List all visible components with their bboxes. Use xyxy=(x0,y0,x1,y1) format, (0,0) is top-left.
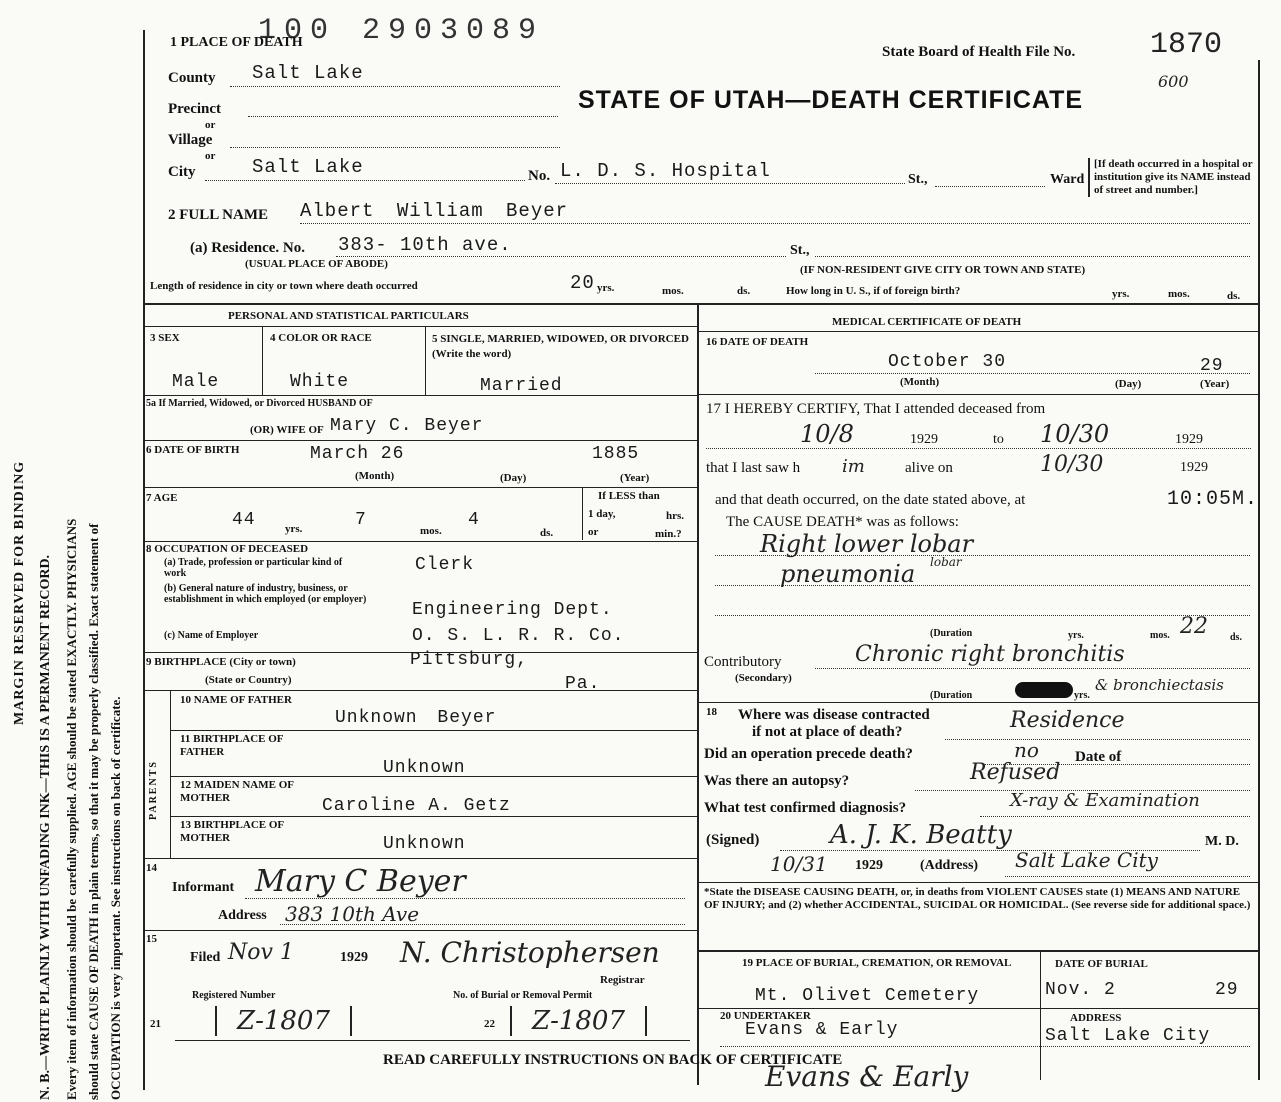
race-divider xyxy=(425,327,426,395)
burial-year: 29 xyxy=(1215,980,1239,1000)
full-name-line xyxy=(300,223,1250,224)
birthplace-city: Pittsburg, xyxy=(410,650,529,670)
center-divider xyxy=(697,305,699,1085)
street-no-value: L. D. S. Hospital xyxy=(560,160,771,182)
dod-line xyxy=(815,373,1250,374)
registrar-signature: N. Christophersen xyxy=(400,936,660,969)
cause-line-1: Right lower lobar xyxy=(760,530,974,558)
mother-label: 12 MAIDEN NAME OF MOTHER xyxy=(180,779,294,804)
parents-divider xyxy=(170,690,171,858)
question-18-number: 18 xyxy=(706,706,717,718)
occupation-b-value: Engineering Dept. xyxy=(412,600,613,620)
dod-label: 16 DATE OF DEATH xyxy=(706,336,809,348)
signed-label: (Signed) xyxy=(706,832,760,848)
attended-from-year: 1929 xyxy=(910,432,938,447)
operation-label: Did an operation precede death? xyxy=(704,746,913,762)
sex-value: Male xyxy=(172,372,220,392)
registrar-label: Registrar xyxy=(600,974,645,986)
occupation-b-label: (b) General nature of industry, business, or establishment in which employed (or employer) xyxy=(164,583,367,605)
cause-duration-yrs: yrs. xyxy=(1068,630,1084,641)
contributory-value-2: & bronchiectasis xyxy=(1095,676,1224,694)
marital-value: Married xyxy=(480,376,563,396)
spouse-label-2: (OR) WIFE OF xyxy=(250,424,324,436)
dod-month-day: October 30 xyxy=(888,352,1007,372)
left-border xyxy=(143,30,145,1090)
signed-date: 10/31 xyxy=(770,852,828,876)
contrib-duration-yrs: yrs. xyxy=(1074,690,1090,701)
file-number-label: State Board of Health File No. xyxy=(882,44,1076,60)
less-than-label: If LESS than xyxy=(598,490,660,502)
occupation-c-label: (c) Name of Employer xyxy=(164,630,259,641)
marital-label: 5 SINGLE, MARRIED, WIDOWED, OR DIVORCED (Write the word) xyxy=(432,333,689,360)
operation-date-label: Date of xyxy=(1075,749,1122,765)
less-hrs-label: hrs. xyxy=(666,510,685,522)
age-less-divider xyxy=(582,488,583,540)
parent-rule-1 xyxy=(170,730,697,731)
registered-number-index: 21 xyxy=(150,1018,161,1030)
md-label: M. D. xyxy=(1205,834,1239,849)
medical-rule-2 xyxy=(697,702,1258,703)
dob-day-caption: (Day) xyxy=(500,472,527,484)
age-label: 7 AGE xyxy=(146,492,178,504)
informant-label: Informant xyxy=(172,880,235,895)
serial-number: 100 2903089 xyxy=(258,14,545,48)
dod-year-caption: (Year) xyxy=(1200,378,1230,390)
burial-date-label: DATE OF BURIAL xyxy=(1055,958,1148,970)
length-residence-value: 20 xyxy=(570,272,595,294)
street-line xyxy=(555,183,905,184)
burial-permit-label: No. of Burial or Removal Permit xyxy=(453,990,593,1001)
residence-line xyxy=(336,256,786,257)
margin-instructions-1: Every item of information should be carefully supplied. AGE should be stated EXACTLY. PHYSICIANS xyxy=(64,518,79,1100)
precinct-label: Precinct xyxy=(168,101,222,117)
row-rule-8 xyxy=(143,930,697,931)
burial-date: Nov. 2 xyxy=(1045,980,1116,1000)
ward-line xyxy=(935,186,1045,187)
city-line xyxy=(205,180,525,181)
mother-value: Caroline A. Getz xyxy=(322,796,511,816)
dod-year: 29 xyxy=(1200,356,1224,376)
attended-line xyxy=(706,448,1251,449)
length-residence-label: Length of residence in city or town where death occurred xyxy=(150,280,418,292)
village-line xyxy=(230,147,560,148)
dob-month-caption: (Month) xyxy=(355,470,395,482)
last-saw-pronoun: im xyxy=(842,456,865,477)
undertaker-label: 20 UNDERTAKER xyxy=(720,1010,811,1022)
abode-note: (USUAL PLACE OF ABODE) xyxy=(245,258,388,270)
age-days: 4 xyxy=(468,510,480,530)
where-contracted-value: Residence xyxy=(1010,708,1125,733)
age-mos-label: mos. xyxy=(420,525,442,537)
test-label: What test confirmed diagnosis? xyxy=(704,800,907,816)
cause-duration-mos: mos. xyxy=(1150,630,1170,641)
filed-date: Nov 1 xyxy=(228,940,294,965)
where-line xyxy=(945,739,1250,740)
spouse-value: Mary C. Beyer xyxy=(330,416,484,436)
burial-place-label: 19 PLACE OF BURIAL, CREMATION, OR REMOVAL xyxy=(742,957,1012,969)
medical-heading: MEDICAL CERTIFICATE OF DEATH xyxy=(832,316,1022,328)
spouse-label: 5a If Married, Widowed, or Divorced HUSBAND OF xyxy=(146,398,373,409)
parent-rule-2 xyxy=(170,776,697,777)
physician-signature: A. J. K. Beatty xyxy=(830,820,1012,850)
undertaker-address-label: ADDRESS xyxy=(1070,1012,1122,1024)
registered-number-label: Registered Number xyxy=(192,990,276,1001)
physician-address-line xyxy=(1005,876,1250,877)
length-yrs-label: yrs. xyxy=(597,282,615,294)
attended-to: 10/30 xyxy=(1040,420,1110,448)
instructions-footer: READ CAREFULLY INSTRUCTIONS ON BACK OF CERTIFICATE xyxy=(383,1052,843,1068)
burial-mid-rule xyxy=(697,1008,1258,1009)
full-name-label: 2 FULL NAME xyxy=(168,207,269,223)
undertaker-signature: Evans & Early xyxy=(765,1060,969,1093)
occupation-label: 8 OCCUPATION OF DECEASED xyxy=(146,543,309,555)
margin-binding-note: MARGIN RESERVED FOR BINDING xyxy=(12,460,27,725)
cause-label: The CAUSE DEATH* was as follows: xyxy=(726,514,959,530)
alive-on-label: alive on xyxy=(905,460,953,476)
signed-year: 1929 xyxy=(855,858,883,873)
age-years: 44 xyxy=(232,510,256,530)
medical-heading-rule xyxy=(697,331,1258,332)
row-rule-4 xyxy=(143,541,697,542)
permit-bottom-rule xyxy=(175,1040,690,1041)
undertaker-value: Evans & Early xyxy=(745,1020,899,1040)
or-label-1: or xyxy=(205,119,216,131)
dob-month-day: March 26 xyxy=(310,444,405,464)
cause-line-2: pneumonia xyxy=(780,560,916,588)
attended-to-label: to xyxy=(993,432,1004,447)
margin-instructions-3: OCCUPATION is very important. See instructions on back of certificate. xyxy=(108,696,123,1100)
dob-year-caption: (Year) xyxy=(620,472,650,484)
full-name-value: Albert William Beyer xyxy=(300,200,569,222)
cause-line-a xyxy=(715,555,1250,556)
contributory-value: Chronic right bronchitis xyxy=(855,642,1125,667)
row-rule-6 xyxy=(143,690,697,691)
informant-address-line xyxy=(280,924,685,925)
cause-insert: lobar xyxy=(930,555,962,569)
cause-line-c xyxy=(715,615,1250,616)
birthplace-state: Pa. xyxy=(565,674,601,694)
secondary-label: (Secondary) xyxy=(735,672,792,684)
residence-st-label: St., xyxy=(790,243,810,258)
county-line xyxy=(230,86,560,87)
city-label: City xyxy=(168,164,196,180)
registered-number: Z-1807 xyxy=(215,1006,352,1036)
informant-number: 14 xyxy=(146,862,157,874)
row-rule-7 xyxy=(143,858,697,859)
last-saw-date: 10/30 xyxy=(1040,452,1104,477)
margin-permanent-note: N. B.—WRITE PLAINLY WITH UNFADING INK—THIS IS A PERMANENT RECORD. xyxy=(38,554,53,1100)
cause-footnote: *State the DISEASE CAUSING DEATH, or, in deaths from VIOLENT CAUSES state (1) MEANS AND NATURE OF INJURY; and (2) whether ACCIDENTAL, SUICIDAL OR HOMICIDAL. (See reverse side for additional space.) xyxy=(704,886,1251,911)
undertaker-address: Salt Lake City xyxy=(1045,1026,1211,1046)
informant-line xyxy=(245,898,685,899)
dob-label: 6 DATE OF BIRTH xyxy=(146,444,240,456)
file-sub-number: 600 xyxy=(1158,72,1189,91)
race-label: 4 COLOR OR RACE xyxy=(270,332,372,344)
attended-to-year: 1929 xyxy=(1175,432,1203,447)
last-saw-label: that I last saw h xyxy=(706,460,801,476)
dob-year: 1885 xyxy=(592,444,640,464)
filed-year: 1929 xyxy=(340,950,368,965)
mother-birthplace: Unknown xyxy=(383,834,466,854)
sex-divider xyxy=(262,327,263,395)
age-ds-label: ds. xyxy=(540,527,554,539)
autopsy-value: Refused xyxy=(970,760,1061,785)
last-saw-year: 1929 xyxy=(1180,460,1208,475)
test-value: X-ray & Examination xyxy=(1010,790,1200,811)
birthplace-state-label: (State or Country) xyxy=(205,674,292,686)
nonresident-note: (IF NON-RESIDENT GIVE CITY OR TOWN AND STATE) xyxy=(800,264,1086,276)
less-day-label: 1 day, xyxy=(588,508,616,520)
occupation-a-value: Clerk xyxy=(415,555,475,575)
attended-from: 10/8 xyxy=(800,420,854,448)
cause-line-b xyxy=(715,585,1250,586)
cause-duration-value: 22 xyxy=(1180,614,1208,639)
informant-address-label: Address xyxy=(218,908,267,923)
father-birthplace-label: 11 BIRTHPLACE OF FATHER xyxy=(180,733,284,758)
occupation-c-value: O. S. L. R. R. Co. xyxy=(412,626,625,646)
less-or-label: or xyxy=(588,526,599,538)
precinct-line xyxy=(248,116,558,117)
row-rule-2 xyxy=(143,440,697,441)
burial-top-rule xyxy=(697,950,1258,952)
us-ds-label: ds. xyxy=(1227,290,1241,302)
filed-number: 15 xyxy=(146,933,157,945)
time-of-death: 10:05M. xyxy=(1167,488,1259,511)
sex-label: 3 SEX xyxy=(150,332,180,344)
contributory-line xyxy=(815,668,1250,669)
residence-value: 383- 10th ave. xyxy=(338,234,512,256)
burial-permit-number: Z-1807 xyxy=(510,1006,647,1036)
length-mos-label: mos. xyxy=(662,285,684,297)
row-rule-1 xyxy=(143,395,697,396)
where-contracted-label-2: if not at place of death? xyxy=(752,724,903,740)
father-label: 10 NAME OF FATHER xyxy=(180,694,292,706)
where-contracted-label: Where was disease contracted xyxy=(738,707,930,723)
section-top-rule xyxy=(143,303,1258,305)
medical-rule-3 xyxy=(697,882,1258,883)
parents-label: PARENTS xyxy=(148,760,159,820)
redaction-blot xyxy=(1015,682,1073,698)
village-label: Village xyxy=(168,132,213,148)
burial-permit-index: 22 xyxy=(484,1018,495,1030)
parent-rule-3 xyxy=(170,816,697,817)
us-residence-label: How long in U. S., if of foreign birth? xyxy=(786,285,961,297)
father-value: Unknown Beyer xyxy=(335,708,497,728)
st-label: St., xyxy=(908,172,928,187)
mother-birthplace-label: 13 BIRTHPLACE OF MOTHER xyxy=(180,819,284,844)
county-value: Salt Lake xyxy=(252,62,364,84)
length-ds-label: ds. xyxy=(737,285,751,297)
or-label-2: or xyxy=(205,150,216,162)
contrib-duration-label: (Duration xyxy=(930,690,973,701)
us-mos-label: mos. xyxy=(1168,288,1190,300)
cause-duration-ds: ds. xyxy=(1230,632,1242,643)
residence-st-line xyxy=(815,256,1250,257)
age-months: 7 xyxy=(355,510,367,530)
physician-address: Salt Lake City xyxy=(1015,848,1158,872)
personal-heading-rule xyxy=(143,326,697,327)
occupation-a-label: (a) Trade, profession or particular kind of work xyxy=(164,557,343,579)
informant-signature: Mary C Beyer xyxy=(255,864,466,899)
cause-duration-label: (Duration xyxy=(930,628,973,639)
informant-address: 383 10th Ave xyxy=(285,902,420,926)
medical-rule-1 xyxy=(697,394,1258,395)
place-of-death-label: 1 PLACE OF DEATH xyxy=(170,35,303,50)
certificate-title: STATE OF UTAH—DEATH CERTIFICATE xyxy=(578,86,1084,114)
less-min-label: min.? xyxy=(655,528,682,540)
burial-divider xyxy=(1040,950,1041,1080)
residence-label: (a) Residence. No. xyxy=(190,240,305,256)
certify-label: 17 I HEREBY CERTIFY, That I attended deceased from xyxy=(706,401,1046,417)
undertaker-line xyxy=(720,1046,1250,1047)
physician-address-label: (Address) xyxy=(920,858,979,873)
margin-instructions-2: should state CAUSE OF DEATH in plain terms, so that it may be properly classified. Exact statement of xyxy=(86,523,101,1100)
contributory-label: Contributory xyxy=(704,654,782,670)
father-birthplace: Unknown xyxy=(383,758,466,778)
row-rule-3 xyxy=(143,487,697,488)
county-label: County xyxy=(168,70,216,86)
race-value: White xyxy=(290,372,350,392)
test-line xyxy=(980,816,1250,817)
age-yrs-label: yrs. xyxy=(285,523,303,535)
dod-day-caption: (Day) xyxy=(1115,378,1142,390)
city-value: Salt Lake xyxy=(252,156,364,178)
ward-label: Ward xyxy=(1050,172,1085,187)
us-yrs-label: yrs. xyxy=(1112,288,1130,300)
street-no-label: No. xyxy=(528,168,551,184)
operation-value: no xyxy=(1014,738,1039,762)
personal-heading: PERSONAL AND STATISTICAL PARTICULARS xyxy=(228,310,469,322)
filed-label: Filed xyxy=(190,950,221,965)
dod-month-caption: (Month) xyxy=(900,376,940,388)
autopsy-label: Was there an autopsy? xyxy=(704,773,850,789)
right-border xyxy=(1258,60,1260,1080)
burial-place: Mt. Olivet Cemetery xyxy=(755,986,980,1006)
death-occurred-label: and that death occurred, on the date stated above, at xyxy=(715,492,1026,508)
file-number: 1870 xyxy=(1150,28,1223,62)
birthplace-label: 9 BIRTHPLACE (City or town) xyxy=(146,656,296,668)
hospital-note: [If death occurred in a hospital or institution give its NAME instead of street and number.] xyxy=(1088,158,1253,197)
